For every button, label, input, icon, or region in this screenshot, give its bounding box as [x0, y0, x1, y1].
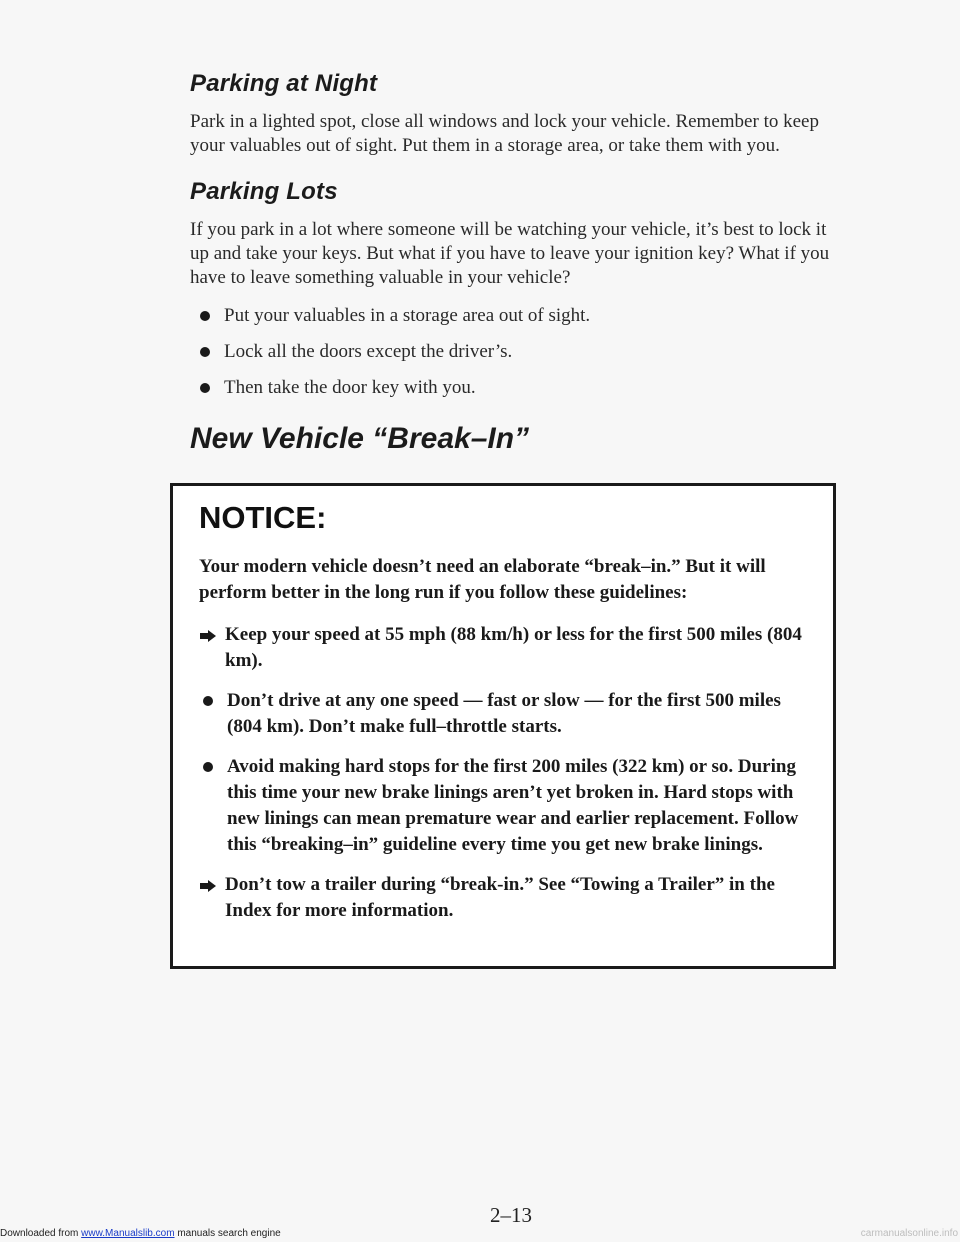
bullet-dot-icon	[203, 762, 213, 772]
bullet-dot-icon	[200, 311, 210, 321]
page-number: 2–13	[490, 1203, 532, 1227]
list-item-text: Don’t drive at any one speed — fast or slow — for the first 500 miles (804 km). Don’t make full–throttle starts.	[227, 690, 781, 737]
list-item-text: Avoid making hard stops for the first 200 miles (322 km) or so. During this time your new brake linings aren’t yet broken in. Hard stops with new linings can mean premature wear and earlier replacement. Follow this “breaking–in” guideline every time you get new brake linings.	[227, 756, 799, 855]
bullet-dot-icon	[203, 696, 213, 706]
bullet-dot-icon	[200, 347, 210, 357]
notice-intro: Your modern vehicle doesn’t need an elaborate “break–in.” But it will perform better in the long run if you follow these guidelines:	[199, 556, 766, 603]
list-item-text: Then take the door key with you.	[224, 377, 476, 398]
list-item	[190, 304, 850, 328]
list-item	[190, 376, 850, 400]
list-item-text: Put your valuables in a storage area out of sight.	[224, 305, 591, 326]
heading-parking-at-night: Parking at Night	[190, 70, 378, 97]
list-item	[199, 688, 809, 740]
list-item	[199, 754, 809, 858]
parking-lots-bullet-list	[190, 304, 850, 400]
heading-parking-lots: Parking Lots	[190, 178, 338, 205]
list-item-text: Keep your speed at 55 mph (88 km/h) or less for the first 500 miles (804 km).	[225, 624, 802, 671]
download-footer	[0, 1228, 281, 1239]
notice-box	[170, 483, 836, 969]
paragraph-parking-at-night: Park in a lighted spot, close all windows and lock your vehicle. Remember to keep your valuables out of sight. Put them in a storage area, or take them with you.	[190, 111, 819, 156]
arrow-bullet-icon	[199, 879, 217, 893]
watermark: carmanualsonline.info	[860, 1228, 958, 1239]
page-content	[190, 70, 850, 478]
heading-new-vehicle-break-in: New Vehicle “Break–In”	[190, 422, 530, 455]
list-item	[199, 622, 809, 674]
footer-prefix: Downloaded from	[0, 1228, 79, 1239]
notice-guideline-list	[199, 622, 809, 924]
manualslib-link[interactable]: www.Manualslib.com	[81, 1228, 175, 1239]
list-item-text: Don’t tow a trailer during “break-in.” See “Towing a Trailer” in the Index for more information.	[225, 874, 775, 921]
arrow-bullet-icon	[199, 629, 217, 643]
bullet-dot-icon	[200, 383, 210, 393]
footer-suffix: manuals search engine	[177, 1228, 281, 1239]
notice-title: NOTICE:	[199, 500, 327, 535]
list-item-text: Lock all the doors except the driver’s.	[224, 341, 513, 362]
paragraph-parking-lots: If you park in a lot where someone will be watching your vehicle, it’s best to lock it up and take your keys. But what if you have to leave your ignition key? What if you have to leave something valuable in your vehicle?	[190, 219, 830, 288]
list-item	[190, 340, 850, 364]
list-item	[199, 872, 809, 924]
